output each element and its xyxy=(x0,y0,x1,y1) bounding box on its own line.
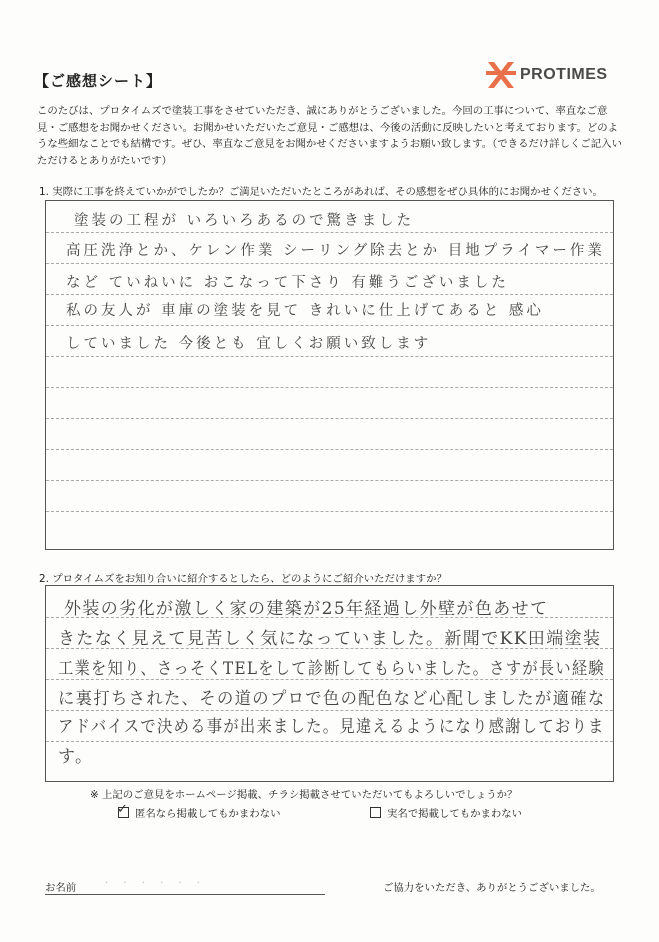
signature-redacted: · · · · · · xyxy=(105,878,206,889)
thanks-text: ご協力をいただき、ありがとうございました。 xyxy=(383,882,601,894)
protimes-logo xyxy=(486,62,608,88)
q1-answer-line: 高圧洗浄とか、ケレン作業 シーリング除去とか 目地プライマー作業 xyxy=(66,243,605,259)
anonymous-option-label: 匿名なら掲載してもかまわない xyxy=(135,808,281,820)
q2-answer-line: アドバイスで決める事が出来ました。見違えるようになり感謝しておりま xyxy=(58,717,605,737)
sheet-title: 【ご感想シート】 xyxy=(34,72,163,90)
q2-answer-line: す。 xyxy=(58,747,94,767)
anonymous-checkbox[interactable] xyxy=(117,802,129,818)
realname-option-label: 実名で掲載してもかまわない xyxy=(387,808,523,820)
check-mark-icon: ✓ xyxy=(117,802,128,817)
name-label: お名前 xyxy=(45,882,77,894)
question-1-answer-box xyxy=(45,200,614,550)
realname-option[interactable] xyxy=(370,805,522,820)
q1-answer-line: 私の友人が 車庫の塗装を見て きれいに仕上げてあると 感心 xyxy=(66,303,544,319)
question-2-label: 2. プロタイムズをお知り合いに紹介するとしたら、どのようにご紹介いただけますか？ xyxy=(39,573,447,585)
q2-answer-line: きたなく見えて見苦しく気になっていました。新聞でKK田端塗装 xyxy=(58,629,602,649)
q1-answer-line: など ていねいに おこなって下さり 有難うございました xyxy=(66,275,509,291)
q2-answer-line: 工業を知り、さっそくTELをして診断してもらいました。さすが長い経験 xyxy=(58,659,605,679)
q1-answer-line: していました 今後とも 宜しくお願い致します xyxy=(66,336,432,352)
realname-checkbox[interactable] xyxy=(370,807,381,818)
q1-answer-line: 塗装の工程が いろいろあるので驚きました xyxy=(74,213,415,229)
q2-answer-line: 外装の劣化が激しく家の建築が25年経過し外壁が色あせて xyxy=(64,599,549,619)
question-1-label: 1. 実際に工事を終えていかがでしたか？ご満足いただいたところがあれば、その感想をぜひ具体的にお聞かせください。 xyxy=(39,186,603,198)
anonymous-option[interactable] xyxy=(117,802,281,820)
brand-name: PROTIMES xyxy=(520,66,608,83)
question-2-answer-box xyxy=(45,585,614,782)
consent-note: ※ 上記のご意見をホームページ掲載、チラシ掲載させていただいてもよろしいでしょうか？ xyxy=(90,789,518,801)
name-field-line xyxy=(45,894,325,895)
q2-answer-line: に裏打ちされた、その道のプロで色の配色など心配しましたが適確な xyxy=(58,689,606,709)
protimes-logo-icon xyxy=(486,62,516,88)
intro-text: このたびは、プロタイムズで塗装工事をさせていただき、誠にありがとうございました。今回の工事について、率直なご意見・ご感想をお聞かせください。お聞かせいただいたご意見・ご感想は、今後の活動に反映したいと考えております。どのような些細なことでも結構です。ぜひ、率直なご意見をお聞かせくださいますようお願い致します。（できるだけ詳しくご記入いただけるとありがたいです） xyxy=(37,105,622,167)
